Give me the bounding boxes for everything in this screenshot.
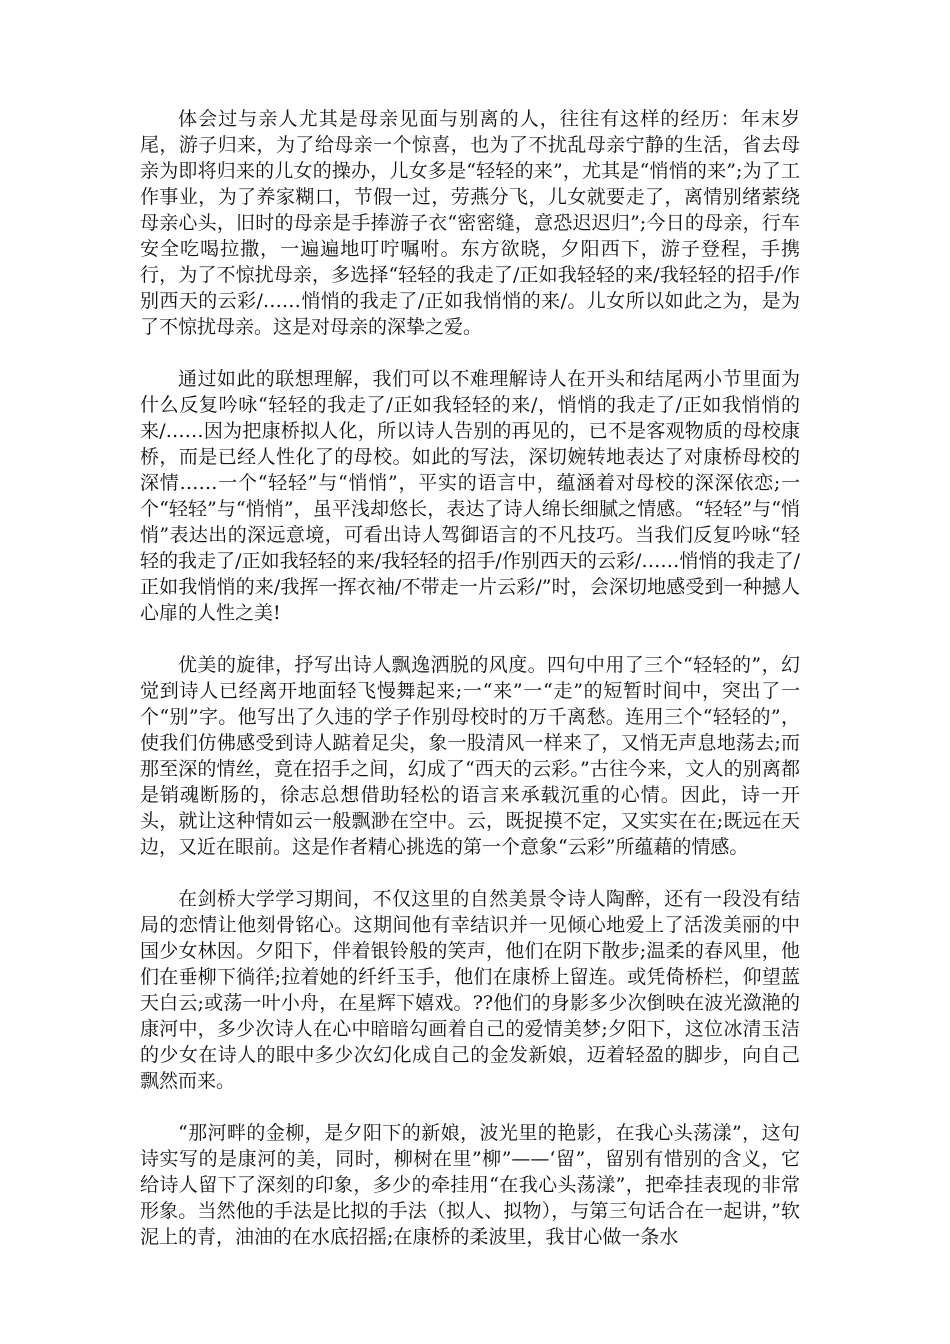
- paragraph-5: “那河畔的金柳，是夕阳下的新娘，波光里的艳影，在我心头荡漾”，这句诗实写的是康河的美，同时，柳树在里”柳”——‘留”，留别有惜别的含义，它给诗人留下了深刻的印象，多少的牵挂用“在我心头荡漾”，把牵挂表现的非常形象。当然他的手法是比拟的手法（拟人、拟物），与第三句话合在一起讲，”软泥上的青，油油的在水底招摇;在康桥的柔波里，我甘心做一条水: [140, 1122, 800, 1248]
- document-page: [140, 106, 800, 1250]
- paragraph-4: 在剑桥大学学习期间，不仅这里的自然美景令诗人陶醉，还有一段没有结局的恋情让他刻骨铭心。这期间他有幸结识并一见倾心地爱上了活泼美丽的中国少女林因。夕阳下，伴着银铃般的笑声，他们在阴下散步;温柔的春风里，他们在垂柳下徜徉;拉着她的纤纤玉手，他们在康桥上留连。或凭倚桥栏，仰望蓝天白云;或荡一叶小舟，在星辉下嬉戏。??他们的身影多少次倒映在波光潋滟的康河中，多少次诗人在心中暗暗勾画着自己的爱情美梦;夕阳下，这位冰清玉洁的少女在诗人的眼中多少次幻化成自己的金发新娘，迈着轻盈的脚步，向自己飘然而来。: [140, 888, 800, 1092]
- paragraph-3: 优美的旋律，抒写出诗人飘逸洒脱的风度。四句中用了三个“轻轻的”，幻觉到诗人已经离开地面轻飞慢舞起来;一“来”一“走”的短暂时间中，突出了一个“别”字。他写出了久违的学子作别母校时的万千离愁。连用三个“轻轻的”，使我们仿佛感受到诗人踮着足尖，象一股清风一样来了，又悄无声息地荡去;而那至深的情丝，竟在招手之间，幻成了“西天的云彩。”古往今来，文人的别离都是销魂断肠的，徐志总想借助轻松的语言来承载沉重的心情。因此，诗一开头，就让这种情如云一般飘渺在空中。云，既捉摸不定，又实实在在;既远在天边，又近在眼前。这是作者精心挑选的第一个意象“云彩”所蕴藉的情感。: [140, 654, 800, 858]
- paragraph-1: 体会过与亲人尤其是母亲见面与别离的人，往往有这样的经历：年末岁尾，游子归来，为了给母亲一个惊喜，也为了不扰乱母亲宁静的生活，省去母亲为即将归来的儿女的操办，儿女多是“轻轻的来”，尤其是“悄悄的来”;为了工作事业，为了养家糊口，节假一过，劳燕分飞，儿女就要走了，离情别绪萦绕母亲心头，旧时的母亲是手捧游子衣“密密缝，意恐迟迟归”;今日的母亲，行车安全吃喝拉撒，一遍遍地叮咛嘱咐。东方欲晓，夕阳西下，游子登程，手携行，为了不惊扰母亲，多选择“轻轻的我走了/正如我轻轻的来/我轻轻的招手/作别西天的云彩/……悄悄的我走了/正如我悄悄的来/。儿女所以如此之为，是为了不惊扰母亲。这是对母亲的深挚之爱。: [140, 108, 800, 338]
- paragraph-2: 通过如此的联想理解，我们可以不难理解诗人在开头和结尾两小节里面为什么反复吟咏“轻轻的我走了/正如我轻轻的来/，悄悄的我走了/正如我悄悄的来/……因为把康桥拟人化，所以诗人告别的再见的，已不是客观物质的母校康桥，而是已经人性化了的母校。如此的写法，深切婉转地表达了对康桥母校的深情……一个“轻轻”与“悄悄”，平实的语言中，蕴涵着对母校的深深依恋;一个“轻轻”与“悄悄”，虽平浅却悠长，表达了诗人绵长细腻之情感。“轻轻”与“悄悄”表达出的深远意境，可看出诗人驾御语言的不凡技巧。当我们反复吟咏“轻轻的我走了/正如我轻轻的来/我轻轻的招手/作别西天的云彩/……悄悄的我走了/正如我悄悄的来/我挥一挥衣袖/不带走一片云彩/”时，会深切地感受到一种撼人心扉的人性之美!: [140, 368, 800, 624]
